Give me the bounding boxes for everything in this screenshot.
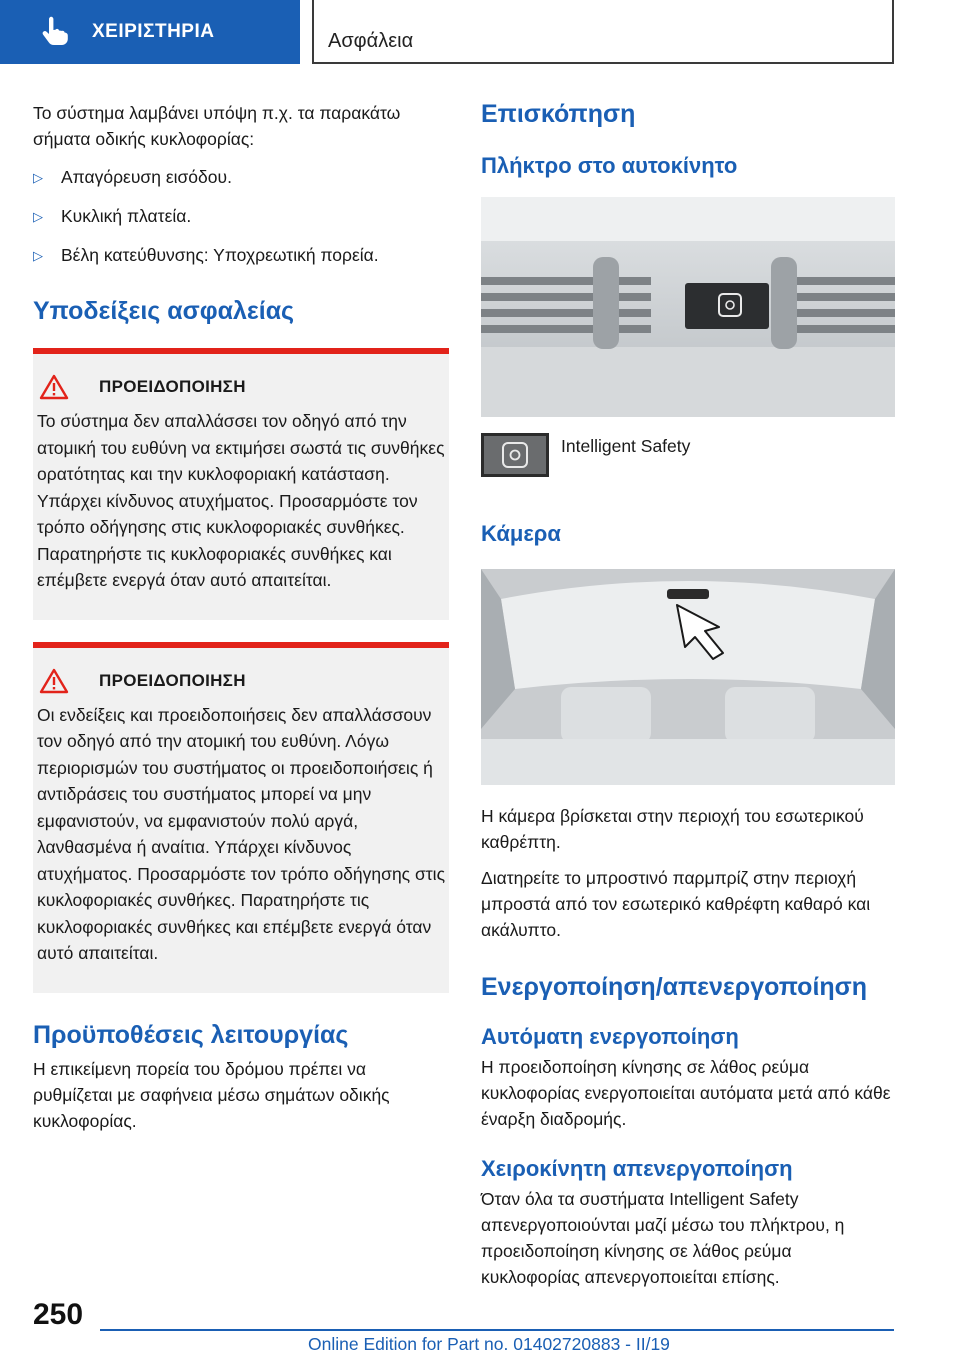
bullet-text: Απαγόρευση εισόδου.: [61, 167, 232, 187]
bullet-item: [33, 242, 449, 269]
warning-box: [33, 348, 449, 620]
warning-box: [33, 642, 449, 993]
button-legend: [481, 433, 895, 477]
bullet-item: [33, 203, 449, 230]
bullet-item: [33, 164, 449, 191]
warning-triangle-icon: [39, 374, 69, 400]
auto-activation-text: Η προειδοποίηση κίνησης σε λάθος ρεύμα κυκλοφορίας ενεργοποιείται αυτόματα μετά από κάθε έναρξη διαδρομής.: [481, 1057, 891, 1129]
hand-pointer-icon: [38, 16, 70, 48]
left-column: [33, 100, 449, 1134]
manual-deactivation-heading: Χειροκίνητη απενεργοποίηση: [481, 1156, 793, 1181]
button-caption: Intelligent Safety: [561, 436, 691, 456]
safety-heading: Υποδείξεις ασφαλείας: [33, 297, 295, 325]
bullet-text: Κυκλική πλατεία.: [61, 206, 192, 226]
intelligent-safety-button-icon: [481, 433, 549, 477]
prerequisites-text: Η επικείμενη πορεία του δρόμου πρέπει να ρυθμίζεται με σαφήνεια μέσω σημάτων οδικής κυκλοφορίας.: [33, 1058, 390, 1131]
chapter-tab-label: ΧΕΙΡΙΣΤΗΡΙΑ: [92, 21, 215, 42]
camera-text-location: Η κάμερα βρίσκεται στην περιοχή του εσωτερικού καθρέπτη.: [481, 806, 864, 852]
activation-heading: Ενεργοποίηση/απενεργοποίηση: [481, 973, 868, 1001]
auto-activation-heading: Αυτόματη ενεργοποίηση: [481, 1024, 739, 1049]
bullet-triangle-icon: ▷: [33, 209, 43, 224]
camera-heading: Κάμερα: [481, 521, 561, 546]
bullet-text: Βέλη κατεύθυνσης: Υποχρεωτική πορεία.: [61, 245, 379, 265]
page-number: 250: [33, 1298, 84, 1331]
camera-text-windshield: Διατηρείτε το μπροστινό παρμπρίζ στην περιοχή μπροστά από τον εσωτερικό καθρέφτη καθαρό και ακάλυπτο.: [481, 868, 871, 940]
warning-text: Οι ενδείξεις και προειδοποιήσεις δεν απαλλάσσουν τον οδηγό από την ατομική του ευθύνη. Λόγω περιορισμών του συστήματος οι προειδοποιήσεις ή αντιδράσεις του συστήματος μπορεί να μην εμφανιστούν, να εμφανιστούν πολύ αργά, λανθασμένα ή αναίτια. Υπάρχει κίνδυνος ατυχήματος. Προσαρμόστε τον τρόπο οδήγησης στις κυκλοφοριακές συνθήκες. Παρατηρήστε τις κυκλοφοριακές συνθήκες και επέμβετε ενεργά όταν αυτό απαιτείται.: [37, 704, 446, 963]
chapter-tab[interactable]: [0, 0, 300, 64]
dashboard-button-photo: [481, 197, 895, 417]
button-heading: Πλήκτρο στο αυτοκίνητο: [481, 153, 738, 178]
overview-heading: Επισκόπηση: [481, 100, 636, 128]
prerequisites-heading: Προϋποθέσεις λειτουργίας: [33, 1020, 349, 1049]
intro-text: Το σύστημα λαμβάνει υπόψη π.χ. τα παρακάτω σήματα οδικής κυκλοφορίας:: [33, 103, 401, 149]
bullet-triangle-icon: ▷: [33, 248, 43, 263]
section-header: [312, 0, 894, 64]
camera-location-photo: [481, 569, 895, 785]
warning-title: ΠΡΟΕΙΔΟΠΟΙΗΣΗ: [99, 377, 246, 396]
warning-text: Το σύστημα δεν απαλλάσσει τον οδηγό από την ατομική του ευθύνη να εκτιμήσει σωστά τις συνθήκες ορατότητας και την κυκλοφοριακή κατάσταση. Υπάρχει κίνδυνος ατυχήματος. Προσαρμόστε τον τρόπο οδήγησης στις κυκλοφοριακές συνθήκες. Παρατηρήστε τις κυκλοφοριακές συνθήκες και επέμβετε ενεργά όταν αυτό απαιτείται.: [37, 411, 445, 590]
right-column: [481, 100, 895, 1290]
manual-deactivation-text: Όταν όλα τα συστήματα Intelligent Safety απενεργοποιούνται μαζί μέσω του πλήκτρου, η προειδοποίηση κίνησης σε λάθος ρεύμα κυκλοφορίας απενεργοποιείται επίσης.: [481, 1189, 845, 1287]
footer-edition-text: Online Edition for Part no. 01402720883 - II/19: [308, 1334, 670, 1354]
footer-rule: [100, 1329, 894, 1331]
warning-triangle-icon: [39, 668, 69, 694]
bullet-triangle-icon: ▷: [33, 170, 43, 185]
warning-title: ΠΡΟΕΙΔΟΠΟΙΗΣΗ: [99, 670, 246, 690]
section-title: Ασφάλεια: [328, 30, 414, 52]
